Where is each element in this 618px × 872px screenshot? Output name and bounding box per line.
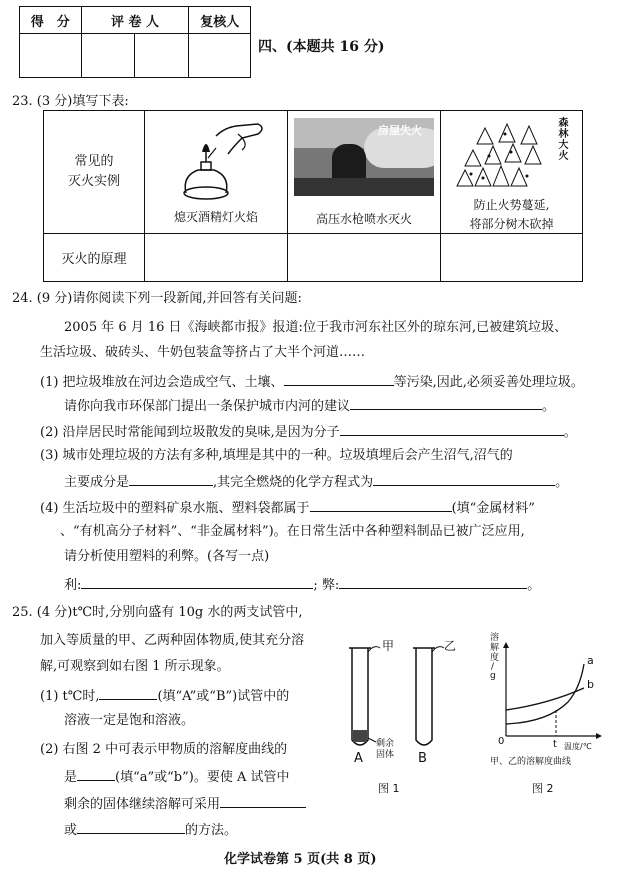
q25-p2-line3 xyxy=(64,794,306,814)
q24-news-line1: 2005 年 6 月 16 日《海峡都市报》报道:位于我市河东社区外的琼东河,已被建筑垃圾、 xyxy=(64,320,568,335)
q24-p3-line2 xyxy=(64,472,568,492)
q24-p1-text-b: 等污染,因此,必须妥善处理垃圾。 xyxy=(393,375,584,390)
example-lamp-caption: 熄灭酒精灯火焰 xyxy=(173,210,258,224)
q24-p3-blank-component[interactable] xyxy=(129,472,213,486)
q24-p1-period: 。 xyxy=(542,399,556,414)
answer-cell-forest[interactable] xyxy=(441,234,583,282)
q24-p2-blank-molecule[interactable] xyxy=(340,422,564,436)
figure-2-caption: 图 2 xyxy=(532,782,554,795)
residue-label-2: 固体 xyxy=(376,750,395,760)
y-label-3: 度 xyxy=(490,653,500,663)
q24-p1-blank-pollution[interactable] xyxy=(284,372,394,386)
reviewer-cell[interactable] xyxy=(189,34,251,78)
forest-label-char-2: 林 xyxy=(558,129,569,140)
example-forest-caption-2: 将部分树木砍掉 xyxy=(469,217,554,231)
score-table xyxy=(19,6,251,78)
q25-p1-line2: 溶液一定是饱和溶液。 xyxy=(64,713,195,728)
q25-stem-line2: 加入等质量的甲、乙两种固体物质,使其充分溶 xyxy=(40,633,305,648)
page-footer: 化学试卷第 5 页(共 8 页) xyxy=(224,852,377,867)
q24-p4-blank-material[interactable] xyxy=(310,498,452,512)
row-header-principle: 灭火的原理 xyxy=(44,234,145,282)
q25-stem-line1: 25. (4 分)t℃时,分别向盛有 10g 水的两支试管中, xyxy=(12,605,303,620)
example-cell-forest xyxy=(441,111,583,234)
tube-b-letter: B xyxy=(418,751,427,766)
q24-p1-line xyxy=(40,372,584,392)
grader-header: 评 卷 人 xyxy=(81,7,189,34)
q24-p1-text-a: (1) 把垃圾堆放在河边会造成空气、土壤、 xyxy=(40,375,284,390)
q24-p2-text: (2) 沿岸居民时常能闻到垃圾散发的臭味,是因为分子 xyxy=(40,425,340,440)
y-label-5: g xyxy=(490,671,496,681)
fire-table xyxy=(43,110,583,282)
grader-cell-2[interactable] xyxy=(135,34,189,78)
q24-p2-period: 。 xyxy=(563,425,577,440)
q25-p2-line2 xyxy=(64,767,289,787)
q24-news-line2: 生活垃圾、破砖头、牛奶包装盒等挤占了大半个河道…… xyxy=(40,345,366,360)
row-header-line1: 常见的 xyxy=(74,154,114,169)
q24-p2-line xyxy=(40,422,577,442)
q25-p1-line1 xyxy=(40,686,289,706)
q24-p4-line2: 、“有机高分子材料”、“非金属材料”)。在日常生活中各种塑料制品已被广泛应用, xyxy=(60,524,525,539)
q24-p3-blank-equation[interactable] xyxy=(373,472,555,486)
curve-b xyxy=(506,688,584,710)
q25-p2-text-b: 是 xyxy=(64,770,78,785)
q25-p2-text-f: 的方法。 xyxy=(185,823,238,838)
answer-cell-firehose[interactable] xyxy=(288,234,441,282)
photo-label: 房屋失火 xyxy=(378,124,422,137)
x-axis-arrow xyxy=(596,733,602,739)
q25-p1-text-a: (1) t℃时, xyxy=(40,689,100,704)
example-firehose-caption: 高压水枪喷水灭火 xyxy=(315,212,412,226)
figure-2-solubility-chart xyxy=(488,626,608,796)
q25-p2-text-d: 剩余的固体继续溶解可采用 xyxy=(64,797,221,812)
tube-a-letter: A xyxy=(354,751,363,766)
q25-p2-line4 xyxy=(64,820,237,840)
q25-p2-blank-method1[interactable] xyxy=(220,794,306,808)
score-cell[interactable] xyxy=(20,34,82,78)
q24-p1-suggestion-line xyxy=(64,396,555,416)
q25-p2-text-c: (填“a”或“b”)。要使 A 试管中 xyxy=(115,770,290,785)
q24-p1-blank-suggestion[interactable] xyxy=(350,396,542,410)
example-forest-caption-1: 防止火势蔓延, xyxy=(473,198,550,212)
row-header-line2: 灭火实例 xyxy=(67,174,120,189)
q25-p1-blank-tube[interactable] xyxy=(99,686,157,700)
q24-p3-text-c: ,其完全燃烧的化学方程式为 xyxy=(213,475,374,490)
tube-b-label: 乙 xyxy=(444,639,457,653)
x-tick-t: t xyxy=(553,739,557,750)
figure-1-caption: 图 1 xyxy=(378,782,400,795)
photo-ground xyxy=(294,178,434,196)
q25-p2-blank-method2[interactable] xyxy=(77,820,185,834)
q24-p4-text-a: (4) 生活垃圾中的塑料矿泉水瓶、塑料袋都属于 xyxy=(40,501,310,516)
alcohol-lamp-icon xyxy=(146,118,286,204)
q24-cons-period: 。 xyxy=(527,578,541,593)
curve-b-label: b xyxy=(587,678,594,691)
q25-p1-text-b: (填“A”或“B”)试管中的 xyxy=(157,689,290,704)
q24-stem: 24. (9 分)请你阅读下列一段新闻,并回答有关问题: xyxy=(12,291,302,306)
q24-pros-cons-line xyxy=(64,575,540,595)
forest-label-char-4: 火 xyxy=(558,151,569,162)
q24-p4-text-b: (填“金属材料” xyxy=(451,501,535,516)
tube-b xyxy=(416,648,432,745)
residue-label-1: 剩余 xyxy=(376,739,395,749)
tube-a-residue xyxy=(353,730,367,742)
q25-p2-text-e: 或 xyxy=(64,823,78,838)
q24-p3-text-b: 主要成分是 xyxy=(64,475,130,490)
example-cell-firehose xyxy=(288,111,441,234)
q24-p3-line1: (3) 城市处理垃圾的方法有多种,填埋是其中的一种。垃圾填埋后会产生沼气,沼气的 xyxy=(40,448,513,463)
tube-a-label: 甲 xyxy=(382,639,395,653)
q25-p2-line1: (2) 右图 2 中可表示甲物质的溶解度曲线的 xyxy=(40,742,288,757)
section-title: 四、(本题共 16 分) xyxy=(258,39,385,55)
x-axis-label: 温度/℃ xyxy=(564,742,592,751)
figure-1-test-tubes xyxy=(340,636,490,796)
forest-label xyxy=(559,118,569,162)
q25-stem-line3: 解,可观察到如右图 1 所示现象。 xyxy=(40,659,230,674)
chart-title: 甲、乙的溶解度曲线 xyxy=(490,757,572,767)
firefighter-photo xyxy=(294,118,434,196)
q25-p2-blank-curve[interactable] xyxy=(77,767,115,781)
q24-p4-line3: 请分析使用塑料的利弊。(各写一点) xyxy=(64,549,270,564)
curve-a xyxy=(506,664,584,724)
answer-cell-lamp[interactable] xyxy=(145,234,288,282)
trees-icon xyxy=(447,116,557,190)
y-label-1: 溶 xyxy=(490,633,500,643)
q24-cons-label: ; 弊: xyxy=(313,578,340,593)
reviewer-header: 复核人 xyxy=(189,7,251,34)
y-label-2: 解 xyxy=(490,643,500,653)
curve-a-label: a xyxy=(587,654,594,667)
row-header-examples xyxy=(44,111,145,234)
y-axis-arrow xyxy=(503,642,509,648)
example-cell-lamp xyxy=(145,111,288,234)
q24-cons-blank[interactable] xyxy=(339,575,527,589)
forest-fire-drawing xyxy=(447,116,577,190)
q24-p4-line1 xyxy=(40,498,535,518)
forest-label-char-3: 大 xyxy=(558,140,569,151)
q24-p1-text-c: 请你向我市环保部门提出一条保护城市内河的建议 xyxy=(64,399,351,414)
origin-label: 0 xyxy=(498,736,505,747)
q24-pros-blank[interactable] xyxy=(81,575,313,589)
grader-cell-1[interactable] xyxy=(81,34,135,78)
q23-stem: 23. (3 分)填写下表: xyxy=(12,94,129,109)
q24-pros-label: 利: xyxy=(64,578,82,593)
q24-p3-period: 。 xyxy=(555,475,569,490)
y-label-4: / xyxy=(491,662,495,672)
score-header: 得 分 xyxy=(20,7,82,34)
forest-label-char-1: 森 xyxy=(558,118,569,129)
